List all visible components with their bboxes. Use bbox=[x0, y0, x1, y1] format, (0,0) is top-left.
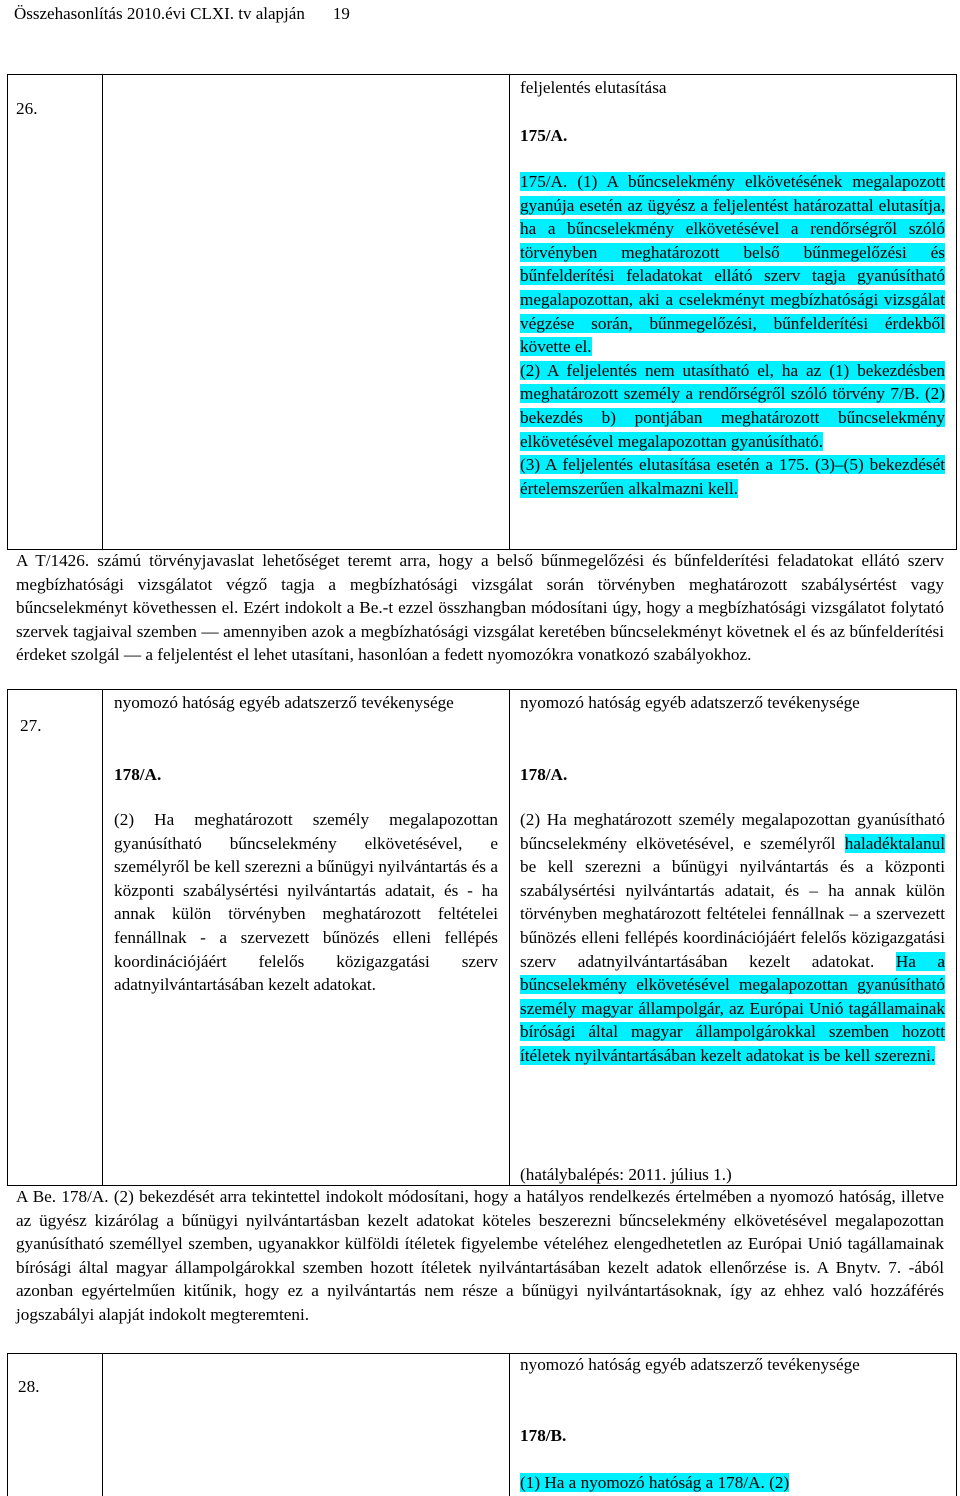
table-border-left bbox=[7, 74, 8, 550]
effective-date: (hatálybalépés: 2011. július 1.) bbox=[520, 1165, 732, 1184]
section-number: 178/A. bbox=[520, 765, 568, 784]
column-divider bbox=[102, 74, 103, 550]
provision-text bbox=[520, 170, 945, 500]
section-number: 178/A. bbox=[114, 765, 162, 784]
table-border-left bbox=[7, 689, 8, 1186]
table-border-right bbox=[956, 689, 957, 1186]
section-heading: feljelentés elutasítása bbox=[520, 78, 667, 97]
row-number: 27. bbox=[20, 716, 42, 735]
table-border-right bbox=[956, 1353, 957, 1496]
row-number: 28. bbox=[18, 1377, 40, 1396]
amended-text: (2) A feljelentés nem utasítható el, ha az (1) bekezdésben meghatározott személy a rendőrségről szóló törvény 7/B. (2) bekezdés b) pontjában meghatározott bűncselekmény elkövetésével megalapozottan gyanúsítható. bbox=[520, 360, 945, 451]
amended-text: (3) A feljelentés elutasítása esetén a 175. (3)–(5) bekezdését értelemszerűen alkalmazni kell. bbox=[520, 455, 945, 498]
provision-text bbox=[520, 1471, 945, 1495]
page-number: 19 bbox=[332, 4, 350, 23]
provision-text: (2) Ha meghatározott személy megalapozottan gyanúsítható bűncselekmény elkövetésével, e személyről haladéktalanul be kell szerezni a bűnügyi nyilvántartás és a központi szabálysértési nyilvántartás adatait, és – ha annak külön törvényben meghatározott feltételei fennállnak – a szervezett bűnözés elleni fellépés koordinációjáért felelős közigazgatási szerv adatnyilvántartásában kezelt adatokat. Ha a bűncselekmény elkövetésével megalapozottan gyanúsítható személy magyar állampolgár, az Európai Unió tagállamainak bírósági által magyar állampolgárokkal szemben hozott ítéletek nyilvántartásában kezelt adatokat is be kell szerezni. bbox=[520, 810, 946, 1065]
section-heading: nyomozó hatóság egyéb adatszerző tevékenysége bbox=[520, 1355, 860, 1374]
amended-text: (1) Ha a nyomozó hatóság a 178/A. (2) bbox=[520, 1473, 790, 1492]
provision-text: (2) Ha meghatározott személy megalapozottan gyanúsítható bűncselekmény elkövetésével, e személyről be kell szerezni a bűnügyi nyilvántartás és a központi szabálysértési nyilvántartás adatait, és - ha annak külön törvényben meghatározott feltételei fennállnak - a szervezett bűnözés elleni fellépés koordinációjáért felelős közigazgatási szerv adatnyilvántartásában kezelt adatokat. bbox=[114, 810, 498, 995]
row-divider bbox=[7, 689, 957, 690]
commentary-text: A Be. 178/A. (2) bekezdését arra tekintettel indokolt módosítani, hogy a hatályos rendelkezés értelmében a nyomozó hatóság, illetve az ügyész kizárólag a bűnügyi nyilvántartásban kezelt adatokat köteles beszerezni bűncselekmény elkövetésével megalapozottan gyanúsítható személlyel szemben, ugyanakkor külföldi ítéletek figyelembe vételéhez elengedhetetlen az Európai Unió tagállamainak bírósági által magyar állampolgárokkal szemben hozott ítéletek nyilvántartásában kezelt adatok ellenőrzése is. A Bnytv. 7. -ából azonban egyértelműen kitűnik, hogy ez a nyilvántartás nem része a bűnügyi nyilvántartásoknak, így az ehhez való hozzáférés jogszabályi alapját indokolt megteremteni. bbox=[16, 1187, 944, 1324]
commentary-text: A T/1426. számú törvényjavaslat lehetőséget teremt arra, hogy a belső bűnmegelőzési és bűnfelderítési feladatokat ellátó szerv megbízhatósági vizsgálatot végző tagja a megbízhatósági vizsgálat során törvényben meghatározott szabálysértést vagy bűncselekményt követhessen el. Ezért indokolt a Be.-t ezzel összhangban módosítani úgy, hogy a megbízhatósági vizsgálatot folytató szervek tagjaival szemben — amennyiben azok a megbízhatósági vizsgálat keretében bűncselekményt követnek el és az bűnfelderítési érdeket szolgál — a feljelentést el lehet utasítani, hasonlóan a fedett nyomozókra vonatkozó szabályokhoz. bbox=[16, 551, 944, 665]
header-title: Összehasonlítás 2010.évi CLXI. tv alapján bbox=[14, 4, 305, 23]
table-border-top bbox=[7, 74, 957, 75]
section-heading: nyomozó hatóság egyéb adatszerző tevékenysége bbox=[114, 693, 454, 712]
column-divider bbox=[509, 74, 510, 550]
inserted-sentence: Ha a bűncselekmény elkövetésével megalapozottan gyanúsítható személy magyar állampolgár, az Európai Unió tagállamainak bírósági által magyar állampolgárokkal szemben hozott ítéletek nyilvántartásában kezelt adatokat is be kell szerezni. bbox=[520, 951, 946, 1065]
table-border-right bbox=[956, 74, 957, 550]
column-divider bbox=[102, 689, 103, 1186]
column-divider bbox=[509, 689, 510, 1186]
inserted-word: haladéktalanul bbox=[844, 833, 945, 853]
amended-text: 175/A. (1) A bűncselekmény elkövetésének megalapozott gyanúja esetén az ügyész a feljelentést határozattal elutasítja, ha a bűncselekmény elkövetésével a rendőrségről szóló törvényben meghatározott belső bűnmegelőzési és bűnfelderítési feladatokat ellátó szerv tagja gyanúsítható megalapozottan, aki a cselekményt megbízhatósági vizsgálat végzése során, bűnmegelőzési, bűnfelderítési érdekből követte el. bbox=[520, 172, 945, 357]
column-divider bbox=[102, 1353, 103, 1496]
row-number: 26. bbox=[16, 99, 38, 118]
column-divider bbox=[509, 1353, 510, 1496]
section-number: 175/A. bbox=[520, 126, 568, 145]
running-header bbox=[14, 2, 350, 26]
section-heading: nyomozó hatóság egyéb adatszerző tevékenysége bbox=[520, 693, 860, 712]
table-border-left bbox=[7, 1353, 8, 1496]
section-number: 178/B. bbox=[520, 1426, 567, 1445]
